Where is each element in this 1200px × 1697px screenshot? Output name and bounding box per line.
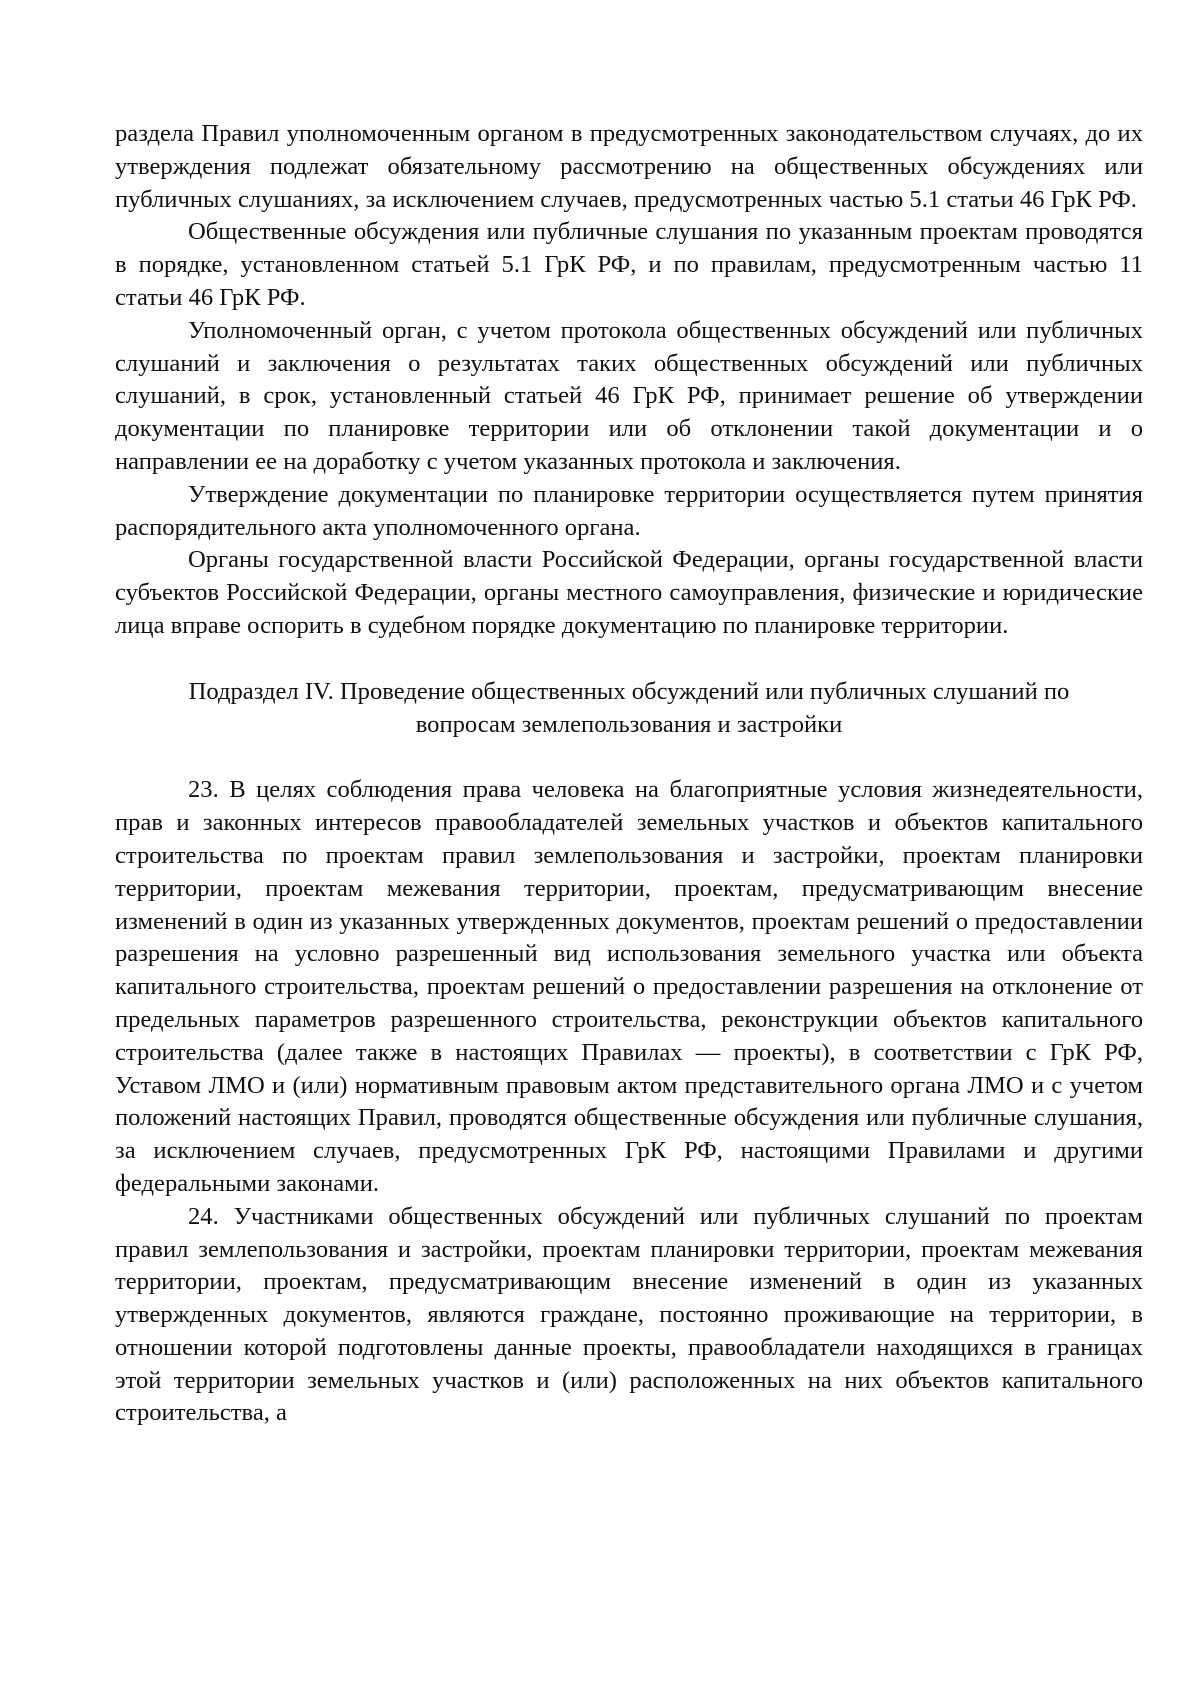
section-heading-line-1: Подраздел IV. Проведение общественных обсуждений или публичных слушаний по [188,677,1070,705]
paragraph-public-hearings-order: Общественные обсуждения или публичные слушания по указанным проектам проводятся в порядке, установленном статьей 5.1 ГрК РФ, и по правилам, предусмотренным частью 11 статьи 46 ГрК РФ. [115,218,1143,311]
paragraph-authority-decision: Уполномоченный орган, с учетом протокола общественных обсуждений или публичных слушаний и заключения о результатах таких общественных обсуждений или публичных слушаний, в срок, установленный статьей 46 ГрК РФ, принимает решение об утверждении документации по планировке территории или об отклонении такой документации и о направлении ее на доработку с учетом указанных протокола и заключения. [115,316,1143,475]
paragraph-item-23: 23. В целях соблюдения права человека на благоприятные условия жизнедеятельности, прав и законных интересов правообладателей земельных участков и объектов капитального строительства по проектам правил землепользования и застройки, проектам планировки территории, проектам межевания территории, проектам, предусматривающим внесение изменений в один из указанных утвержденных документов, проектам решений о предоставлении разрешения на условно разрешенный вид использования земельного участка или объекта капитального строительства, проектам решений о предоставлении разрешения на отклонение от предельных параметров разрешенного строительства, реконструкции объектов капитального строительства (далее также в настоящих Правилах — проекты), в соответствии с ГрК РФ, Уставом ЛМО и (или) нормативным правовым актом представительного органа ЛМО и с учетом положений настоящих Правил, проводятся общественные обсуждения или публичные слушания, за исключением случаев, предусмотренных ГрК РФ, настоящими Правилами и другими федеральными законами. [115,776,1143,1197]
paragraph-item-24: 24. Участниками общественных обсуждений или публичных слушаний по проектам правил землепользования и застройки, проектам планировки территории, проектам межевания территории, проектам, предусматривающим внесение изменений в один из указанных утвержденных документов, являются граждане, постоянно проживающие на территории, в отношении которой подготовлены данные проекты, правообладатели находящихся в границах этой территории земельных участков и (или) расположенных на них объектов капитального строительства, а [115,1202,1143,1427]
paragraph-continuation: раздела Правил уполномоченным органом в предусмотренных законодательством случаях, до их утверждения подлежат обязательному рассмотрению на общественных обсуждениях или публичных слушаниях, за исключением случаев, предусмотренных частью 5.1 статьи 46 ГрК РФ. [115,120,1143,213]
paragraph-right-to-appeal: Органы государственной власти Российской Федерации, органы государственной власти субъектов Российской Федерации, органы местного самоуправления, физические и юридические лица вправе оспорить в судебном порядке документацию по планировке территории. [115,546,1143,639]
document-page [115,118,1143,1430]
paragraph-approval-act: Утверждение документации по планировке территории осуществляется путем принятия распорядительного акта уполномоченного органа. [115,480,1143,541]
section-heading-line-2: вопросам землепользования и застройки [415,710,843,738]
section-body [115,774,1143,1430]
section-heading [115,676,1143,742]
